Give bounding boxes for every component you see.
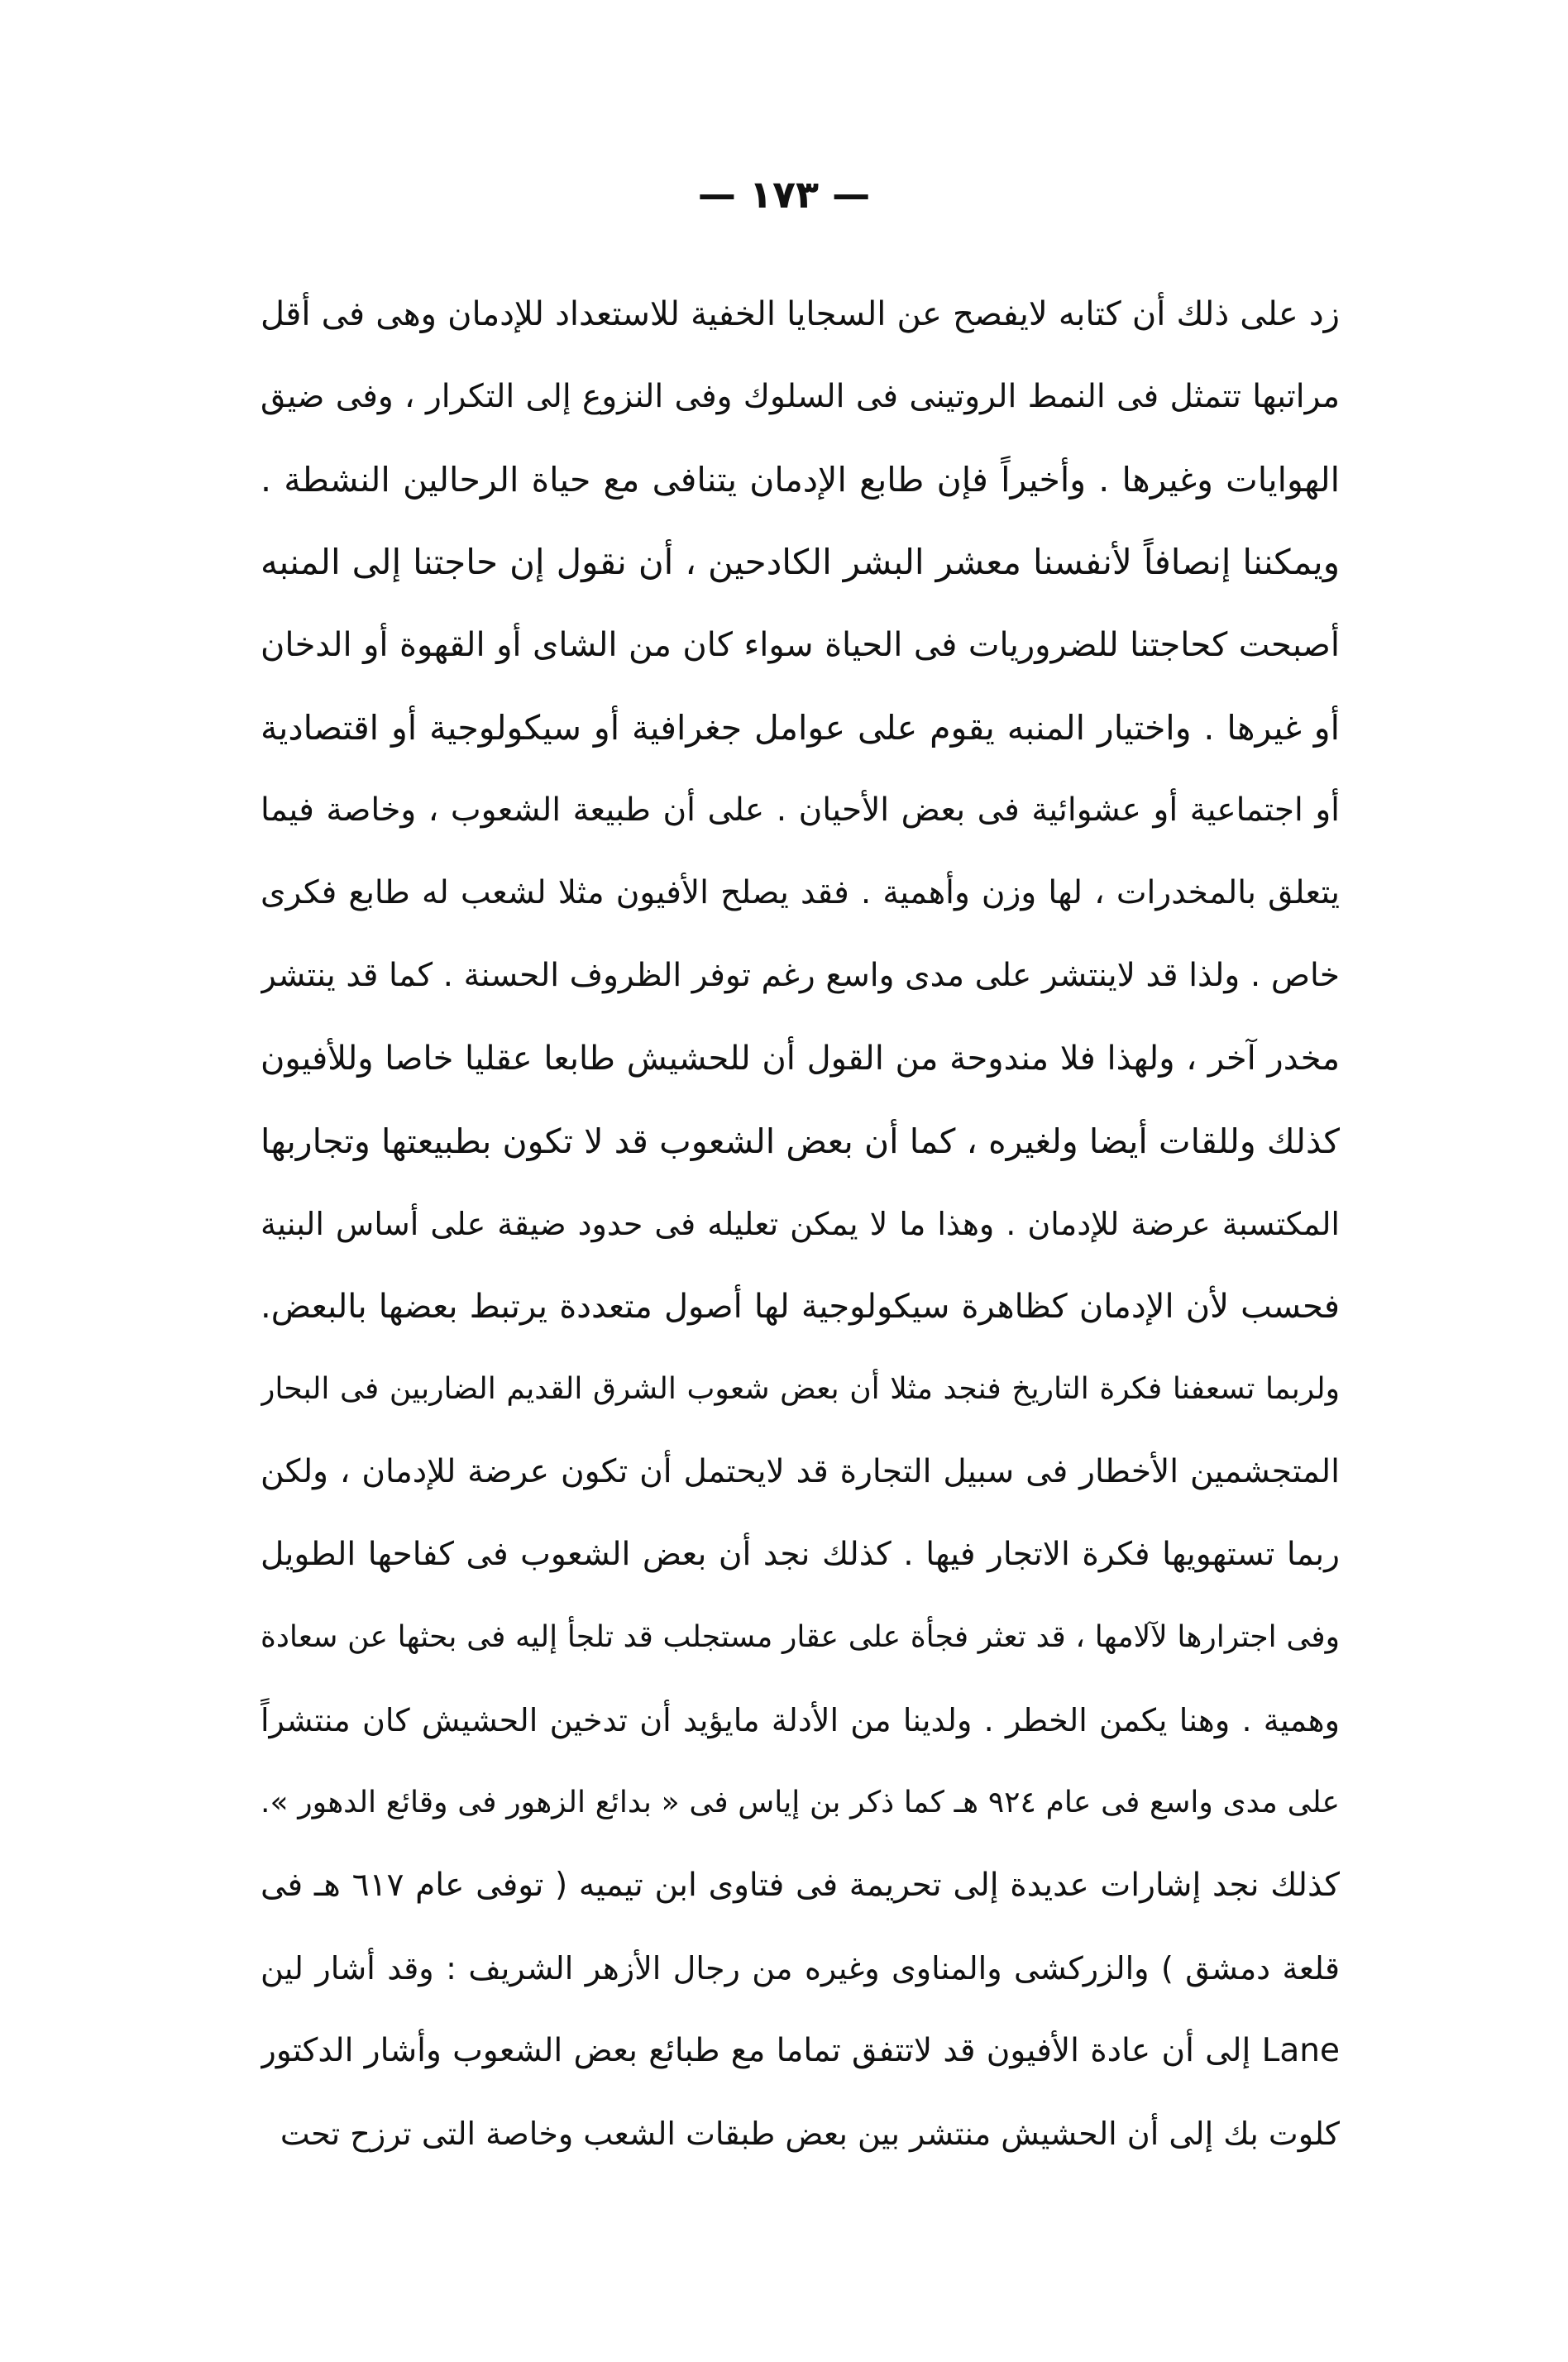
- text-line: ربما تستهويها فكرة الاتجار فيها . كذلك نجد أن بعض الشعوب فى كفاحها الطويل: [261, 1536, 1340, 1573]
- text-line: وفى اجترارها لآلامها ، قد تعثر فجأة على عقار مستجلب قد تلجأ إليه فى بحثها عن سعادة: [261, 1620, 1340, 1654]
- text-line: المكتسبة عرضة للإدمان . وهذا ما لا يمكن تعليله فى حدود ضيقة على أساس البنية: [261, 1206, 1340, 1242]
- text-line: كذلك وللقات أيضا ولغيره ، كما أن بعض الشعوب قد لا تكون بطبيعتها وتجاربها: [261, 1121, 1340, 1161]
- text-line: أو غيرها . واختيار المنبه يقوم على عوامل جغرافية أو سيكولوجية أو اقتصادية: [261, 708, 1340, 748]
- page-number: — ١٧٣ —: [697, 172, 871, 217]
- text-line: على مدى واسع فى عام ٩٢٤ هـ كما ذكر بن إياس فى « بدائع الزهور فى وقائع الدهور ».: [261, 1786, 1340, 1819]
- text-line: كلوت بك إلى أن الحشيش منتشر بين بعض طبقات الشعب وخاصة التى ترزح تحت: [280, 2116, 1340, 2152]
- text-line: قلعة دمشق ) والزركشى والمناوى وغيره من رجال الأزهر الشريف : وقد أشار لين: [261, 1950, 1340, 1987]
- text-line: خاص . ولذا قد لاينتشر على مدى واسع رغم توفر الظروف الحسنة . كما قد ينتشر: [261, 957, 1340, 994]
- text-line: كذلك نجد إشارات عديدة إلى تحريمة فى فتاوى ابن تيميه ( توفى عام ٦١٧ هـ فى: [261, 1867, 1340, 1904]
- text-line: ويمكننا إنصافاً لأنفسنا معشر البشر الكادحين ، أن نقول إن حاجتنا إلى المنبه: [261, 542, 1340, 582]
- text-line: مخدر آخر ، ولهذا فلا مندوحة من القول أن للحشيش طابعا عقليا خاصا وللأفيون: [261, 1040, 1340, 1078]
- text-line: مراتبها تتمثل فى النمط الروتينى فى السلوك وفى النزوع إلى التكرار ، وفى ضيق: [261, 378, 1340, 415]
- text-line: Lane إلى أن عادة الأفيون قد لاتتفق تماما مع طبائع بعض الشعوب وأشار الدكتور: [261, 2032, 1340, 2069]
- text-line: المتجشمين الأخطار فى سبيل التجارة قد لايحتمل أن تكون عرضة للإدمان ، ولكن: [261, 1453, 1340, 1490]
- text-line: أصبحت كحاجتنا للضروريات فى الحياة سواء كان من الشاى أو القهوة أو الدخان: [261, 626, 1340, 664]
- text-line: زد على ذلك أن كتابه لايفصح عن السجايا الخفية للاستعداد للإدمان وهى فى أقل: [261, 295, 1340, 333]
- text-line: أو اجتماعية أو عشوائية فى بعض الأحيان . على أن طبيعة الشعوب ، وخاصة فيما: [261, 791, 1340, 829]
- text-line: وهمية . وهنا يكمن الخطر . ولدينا من الأدلة مايؤيد أن تدخين الحشيش كان منتشراً: [261, 1702, 1340, 1738]
- text-line: ولربما تسعفنا فكرة التاريخ فنجد مثلا أن بعض شعوب الشرق القديم الضاربين فى البحار: [261, 1372, 1340, 1406]
- text-line: فحسب لأن الإدمان كظاهرة سيكولوجية لها أصول متعددة يرتبط بعضها بالبعض.: [261, 1288, 1340, 1326]
- text-line: الهوايات وغيرها . وأخيراً فإن طابع الإدمان يتنافى مع حياة الرحالين النشطة .: [261, 460, 1340, 500]
- text-line: يتعلق بالمخدرات ، لها وزن وأهمية . فقد يصلح الأفيون مثلا لشعب له طابع فكرى: [261, 874, 1340, 911]
- body-text: [261, 273, 1340, 2258]
